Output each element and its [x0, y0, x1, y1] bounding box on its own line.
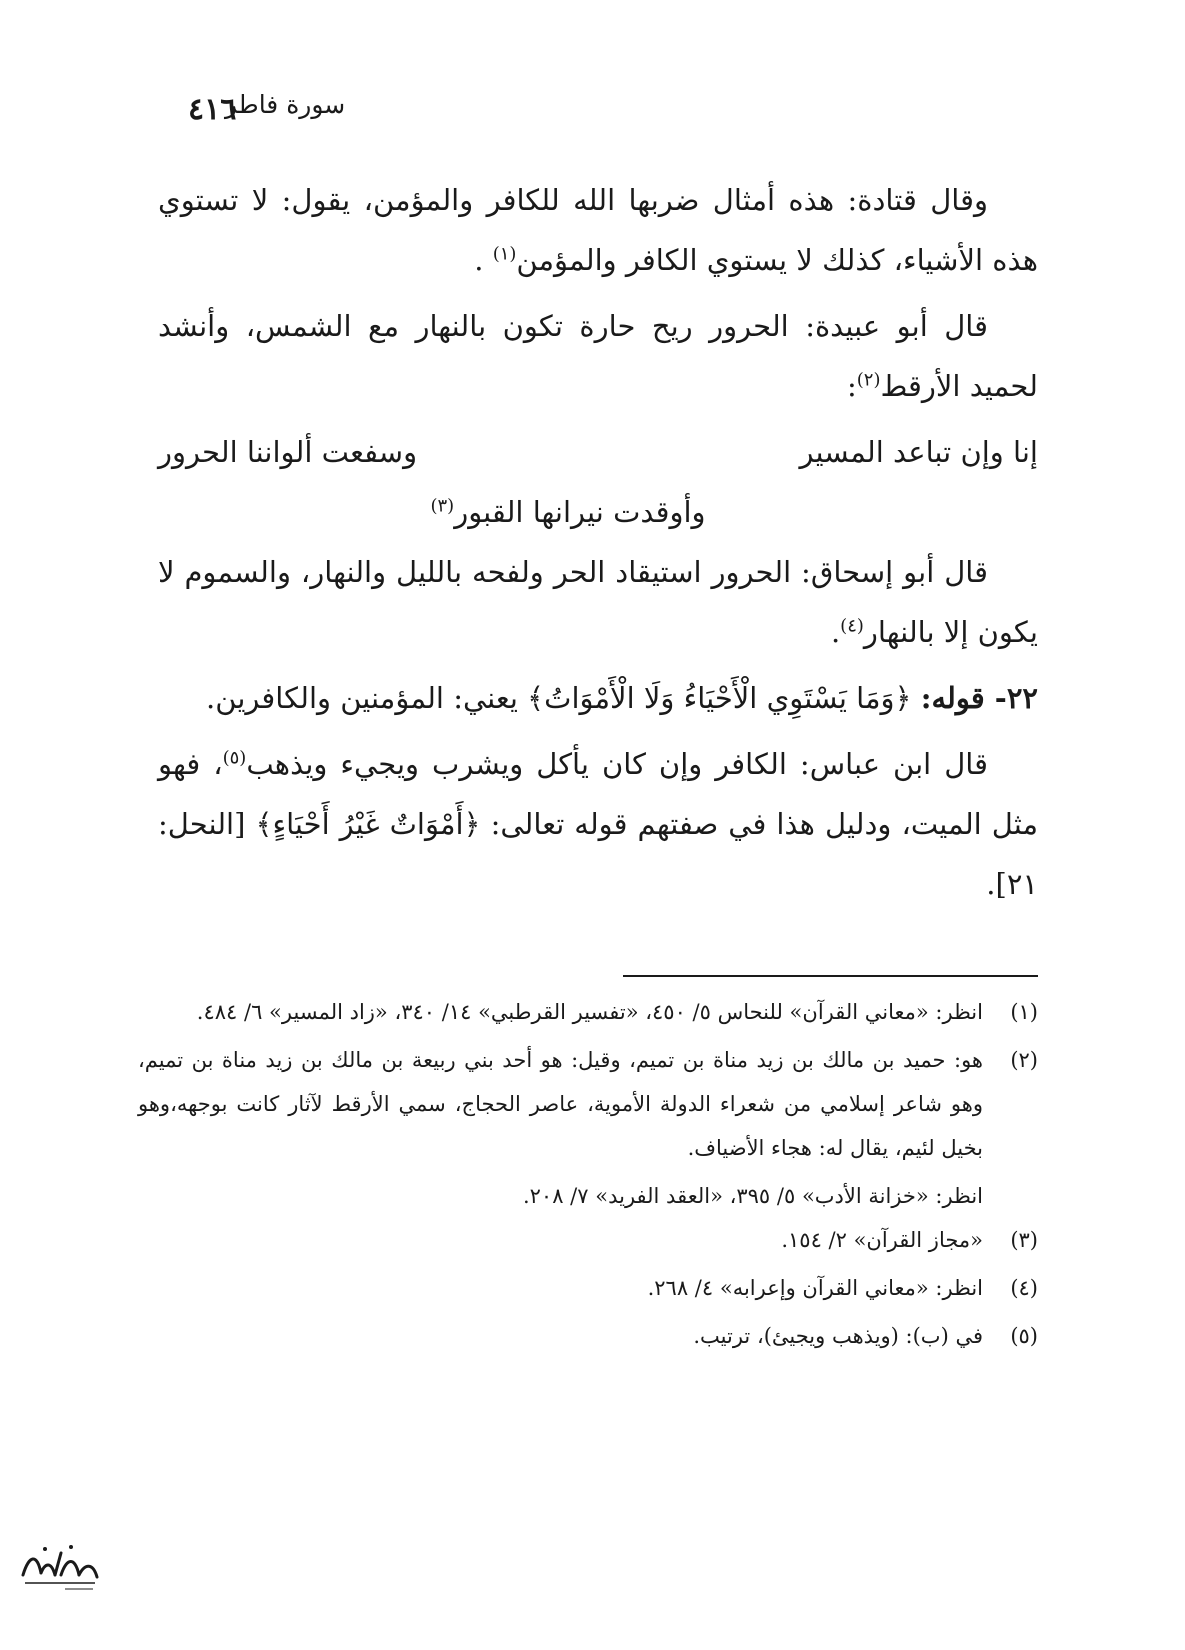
verse-hemistich-1: إنا وإن تباعد المسير [799, 435, 1038, 469]
footnote-number: (٢) [1010, 1048, 1038, 1072]
footnote-number: (٥) [1010, 1324, 1038, 1348]
footnote-ref: (٤) [840, 615, 864, 637]
footnote-ref: (٥) [222, 747, 247, 769]
footnote-ref: (١) [492, 243, 517, 265]
verse-hemistich-3: وأوقدت نيرانها القبور [454, 495, 706, 529]
quran-citation: [النحل: ٢١]. [158, 807, 1038, 901]
footnote-divider [623, 975, 1038, 977]
paragraph-text: قال أبو عبيدة: الحرور ريح حارة تكون بالنهار مع الشمس، وأنشد لحميد الأرقط [158, 309, 1038, 403]
footnote-text: في (ب): (ويذهب ويجيئ)، ترتيب. [693, 1324, 983, 1348]
sura-title: سورة فاطر [225, 90, 346, 119]
footnote-text: هو: حميد بن مالك بن زيد مناة بن تميم، وقيل: هو أحد بني ربيعة بن مالك بن زيد مناة بن تميم، وهو شاعر إسلامي من شعراء الدولة الأموية، عاصر الحجاج، سمي الأرقط لآثار كانت بوجهه،وهو بخيل لئيم، يقال له: هجاء الأضياف. [138, 1048, 983, 1160]
paragraph-abu-ubayda [158, 296, 1038, 416]
paragraph-text: وقال قتادة: هذه أمثال ضربها الله للكافر والمؤمن، يقول: لا تستوي هذه الأشياء، كذلك لا يستوي الكافر والمؤمن [158, 183, 1038, 277]
footnote-ref: (٣) [430, 495, 455, 517]
footnote-3 [138, 1218, 1038, 1262]
paragraph-ibn-abbas [158, 734, 1038, 914]
footnote-text: انظر: «معاني القرآن وإعرابه» ٤/ ٢٦٨. [647, 1276, 983, 1300]
footnote-text: انظر: «معاني القرآن» للنحاس ٥/ ٤٥٠، «تفسير القرطبي» ١٤/ ٣٤٠، «زاد المسير» ٦/ ٤٨٤. [196, 1000, 983, 1024]
main-text [158, 170, 1038, 920]
paragraph-end: : [846, 369, 857, 403]
paragraph-verse-22 [158, 668, 1038, 728]
paragraph-end: . [830, 615, 841, 649]
footnote-4 [138, 1266, 1038, 1310]
paragraph-text-2: ، فهو مثل الميت، ودليل هذا في صفتهم قوله تعالى: [158, 747, 1038, 841]
verse-hemistich-2: وسفعت ألواننا الحرور [158, 435, 418, 469]
footnote-2 [138, 1038, 1038, 1170]
verse-number: ٢٢- قوله: [920, 681, 1038, 715]
footnote-1 [138, 990, 1038, 1034]
paragraph-text: قال أبو إسحاق: الحرور استيقاد الحر ولفحه بالليل والنهار، والسموم لا يكون إلا بالنهار [158, 555, 1038, 649]
footnote-2-source: انظر: «خزانة الأدب» ٥/ ٣٩٥، «العقد الفريد» ٧/ ٢٠٨. [522, 1184, 983, 1208]
verse-line-1 [158, 422, 1038, 482]
verse-line-2 [158, 482, 1038, 542]
footnote-ref: (٢) [856, 369, 881, 391]
almustafa-logo-icon [15, 1535, 105, 1595]
footnotes [138, 990, 1038, 1362]
page-number: ٤١٦ [188, 92, 237, 127]
footnote-5 [138, 1314, 1038, 1358]
paragraph-end: . [474, 243, 493, 277]
paragraph-abu-ishaq [158, 542, 1038, 662]
quran-quote: ﴿أَمْوَاتٌ غَيْرُ أَحْيَاءٍ﴾ [255, 807, 481, 841]
footnote-number: (١) [1010, 1000, 1038, 1024]
footnote-text: «مجاز القرآن» ٢/ ١٥٤. [781, 1228, 983, 1252]
footnote-number: (٣) [1010, 1228, 1038, 1252]
paragraph-text: قال ابن عباس: الكافر وإن كان يأكل ويشرب ويجيء ويذهب [246, 747, 988, 781]
poetry-verse [158, 422, 1038, 542]
paragraph-text: يعني: المؤمنين والكافرين. [206, 681, 518, 715]
paragraph-qatada [158, 170, 1038, 290]
footnote-number: (٤) [1010, 1276, 1038, 1300]
quran-quote: ﴿وَمَا يَسْتَوِي الْأَحْيَاءُ وَلَا الْأَمْوَاتُ﴾ [527, 681, 912, 715]
